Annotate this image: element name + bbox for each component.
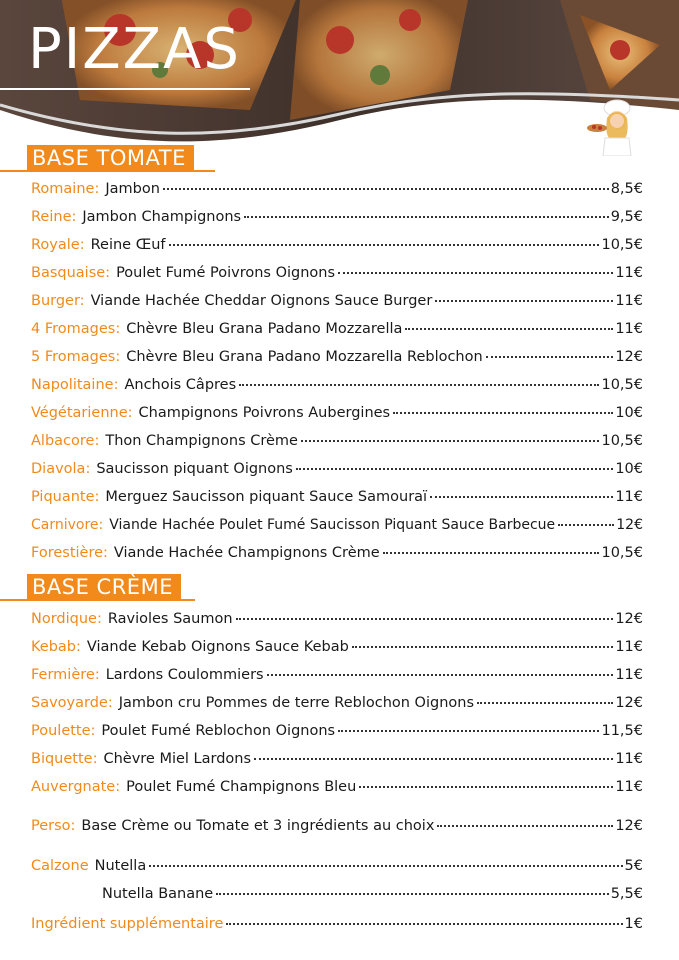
item-name: Perso: [31, 818, 76, 834]
item-price: 11€ [615, 667, 643, 683]
leader-dots [477, 702, 613, 704]
leader-dots [435, 300, 613, 302]
leader-dots [437, 825, 613, 827]
item-name: Royale: [31, 237, 85, 253]
item-desc: Nutella Banane [102, 886, 214, 902]
item-desc: Chèvre Bleu Grana Padano Mozzarella [126, 321, 403, 337]
item-price: 12€ [615, 695, 643, 711]
item-desc: Saucisson piquant Oignons [96, 461, 293, 477]
item-name: Reine: [31, 209, 77, 225]
section-title-base-creme: BASE CRÈME [27, 574, 181, 601]
chef-mascot-icon [585, 98, 645, 156]
menu-item [31, 692, 643, 714]
item-desc: Chèvre Bleu Grana Padano Mozzarella Reblochon [126, 349, 483, 365]
item-name: Burger: [31, 293, 85, 309]
item-price: 9,5€ [610, 209, 643, 225]
item-desc: Jambon Champignons [82, 209, 242, 225]
item-price: 10,5€ [601, 377, 643, 393]
item-price: 11€ [615, 265, 643, 281]
menu-item [31, 514, 643, 536]
item-price: 5,5€ [610, 886, 643, 902]
item-name: Poulette: [31, 723, 96, 739]
item-price: 8,5€ [610, 181, 643, 197]
menu-item-calzone [31, 855, 643, 877]
item-price: 11€ [615, 489, 643, 505]
item-name: Carnivore: [31, 517, 104, 533]
leader-dots [239, 384, 599, 386]
menu-item [31, 458, 643, 480]
item-desc: Nutella [94, 858, 147, 874]
item-price: 10€ [615, 405, 643, 421]
item-name: Napolitaine: [31, 377, 119, 393]
item-name: Biquette: [31, 751, 98, 767]
leader-dots [163, 188, 609, 190]
item-price: 11€ [615, 751, 643, 767]
item-price: 10,5€ [601, 545, 643, 561]
menu-item [31, 318, 643, 340]
menu-item [31, 542, 643, 564]
item-desc: Lardons Coulommiers [105, 667, 264, 683]
item-desc: Poulet Fumé Champignons Bleu [126, 779, 357, 795]
leader-dots [486, 356, 614, 358]
item-desc: Thon Champignons Crème [105, 433, 298, 449]
leader-dots [216, 893, 608, 895]
menu-item [31, 290, 643, 312]
item-name: Végétarienne: [31, 405, 133, 421]
item-price: 10,5€ [601, 433, 643, 449]
menu-item [31, 720, 643, 742]
item-desc: Reine Œuf [90, 237, 166, 253]
item-name: Calzone [31, 858, 89, 874]
menu-item [31, 262, 643, 284]
leader-dots [338, 730, 599, 732]
section-title-base-tomate: BASE TOMATE [27, 145, 194, 172]
item-desc: Viande Hachée Cheddar Oignons Sauce Burger [90, 293, 433, 309]
menu-item [31, 636, 643, 658]
item-desc: Ravioles Saumon [107, 611, 233, 627]
item-price: 12€ [615, 349, 643, 365]
leader-dots [236, 618, 614, 620]
menu-item [31, 402, 643, 424]
item-desc: Base Crème ou Tomate et 3 ingrédients au choix [81, 818, 435, 834]
leader-dots [338, 272, 613, 274]
item-desc: Anchois Câpres [124, 377, 237, 393]
page-title: PIZZAS [28, 17, 241, 82]
item-price: 11€ [615, 321, 643, 337]
item-name: Ingrédient supplémentaire [31, 916, 224, 932]
leader-dots [393, 412, 613, 414]
item-desc: Merguez Saucisson piquant Sauce Samouraï [105, 489, 428, 505]
item-price: 12€ [615, 818, 643, 834]
item-name: Forestière: [31, 545, 108, 561]
item-desc: Jambon [105, 181, 160, 197]
leader-dots [383, 552, 600, 554]
item-desc: Viande Kebab Oignons Sauce Kebab [86, 639, 349, 655]
menu-item [31, 234, 643, 256]
item-price: 11€ [615, 779, 643, 795]
menu-item [31, 608, 643, 630]
item-name: Kebab: [31, 639, 81, 655]
item-desc: Poulet Fumé Reblochon Oignons [101, 723, 336, 739]
leader-dots [169, 244, 600, 246]
menu-item [31, 430, 643, 452]
menu-item [31, 346, 643, 368]
menu-item [31, 748, 643, 770]
item-name: Nordique: [31, 611, 102, 627]
item-name: Diavola: [31, 461, 91, 477]
item-price: 11€ [615, 639, 643, 655]
item-name: 4 Fromages: [31, 321, 121, 337]
leader-dots [352, 646, 614, 648]
item-price: 11€ [615, 293, 643, 309]
item-desc: Champignons Poivrons Aubergines [138, 405, 391, 421]
leader-dots [558, 524, 614, 526]
item-name: Auvergnate: [31, 779, 121, 795]
leader-dots [405, 328, 613, 330]
menu-item [31, 178, 643, 200]
item-desc: Poulet Fumé Poivrons Oignons [116, 265, 336, 281]
item-name: Basquaise: [31, 265, 111, 281]
item-name: Piquante: [31, 489, 100, 505]
menu-item-calzone-banane [31, 883, 643, 905]
menu-item [31, 776, 643, 798]
item-desc: Jambon cru Pommes de terre Reblochon Oignons [118, 695, 475, 711]
menu-item-supplement [31, 913, 643, 935]
item-price: 12€ [616, 517, 643, 533]
leader-dots [226, 923, 622, 925]
item-desc: Chèvre Miel Lardons [103, 751, 252, 767]
leader-dots [359, 786, 613, 788]
menu-item [31, 206, 643, 228]
item-name: Savoyarde: [31, 695, 113, 711]
item-price: 5€ [624, 858, 643, 874]
leader-dots [149, 865, 622, 867]
item-price: 1€ [624, 916, 643, 932]
leader-dots [430, 496, 613, 498]
item-desc: Viande Hachée Champignons Crème [113, 545, 380, 561]
menu-item [31, 374, 643, 396]
item-name: Romaine: [31, 181, 100, 197]
menu-item-perso [31, 815, 643, 837]
item-name: Fermière: [31, 667, 100, 683]
item-price: 10,5€ [601, 237, 643, 253]
item-price: 10€ [615, 461, 643, 477]
leader-dots [301, 440, 600, 442]
item-price: 11,5€ [601, 723, 643, 739]
leader-dots [267, 674, 614, 676]
leader-dots [244, 216, 609, 218]
item-name: Albacore: [31, 433, 100, 449]
leader-dots [254, 758, 613, 760]
item-name: 5 Fromages: [31, 349, 121, 365]
item-price: 12€ [615, 611, 643, 627]
menu-item [31, 664, 643, 686]
leader-dots [296, 468, 613, 470]
menu-item [31, 486, 643, 508]
header-banner [0, 0, 679, 150]
title-underline [0, 88, 250, 90]
item-desc: Viande Hachée Poulet Fumé Saucisson Piquant Sauce Barbecue [109, 517, 556, 533]
